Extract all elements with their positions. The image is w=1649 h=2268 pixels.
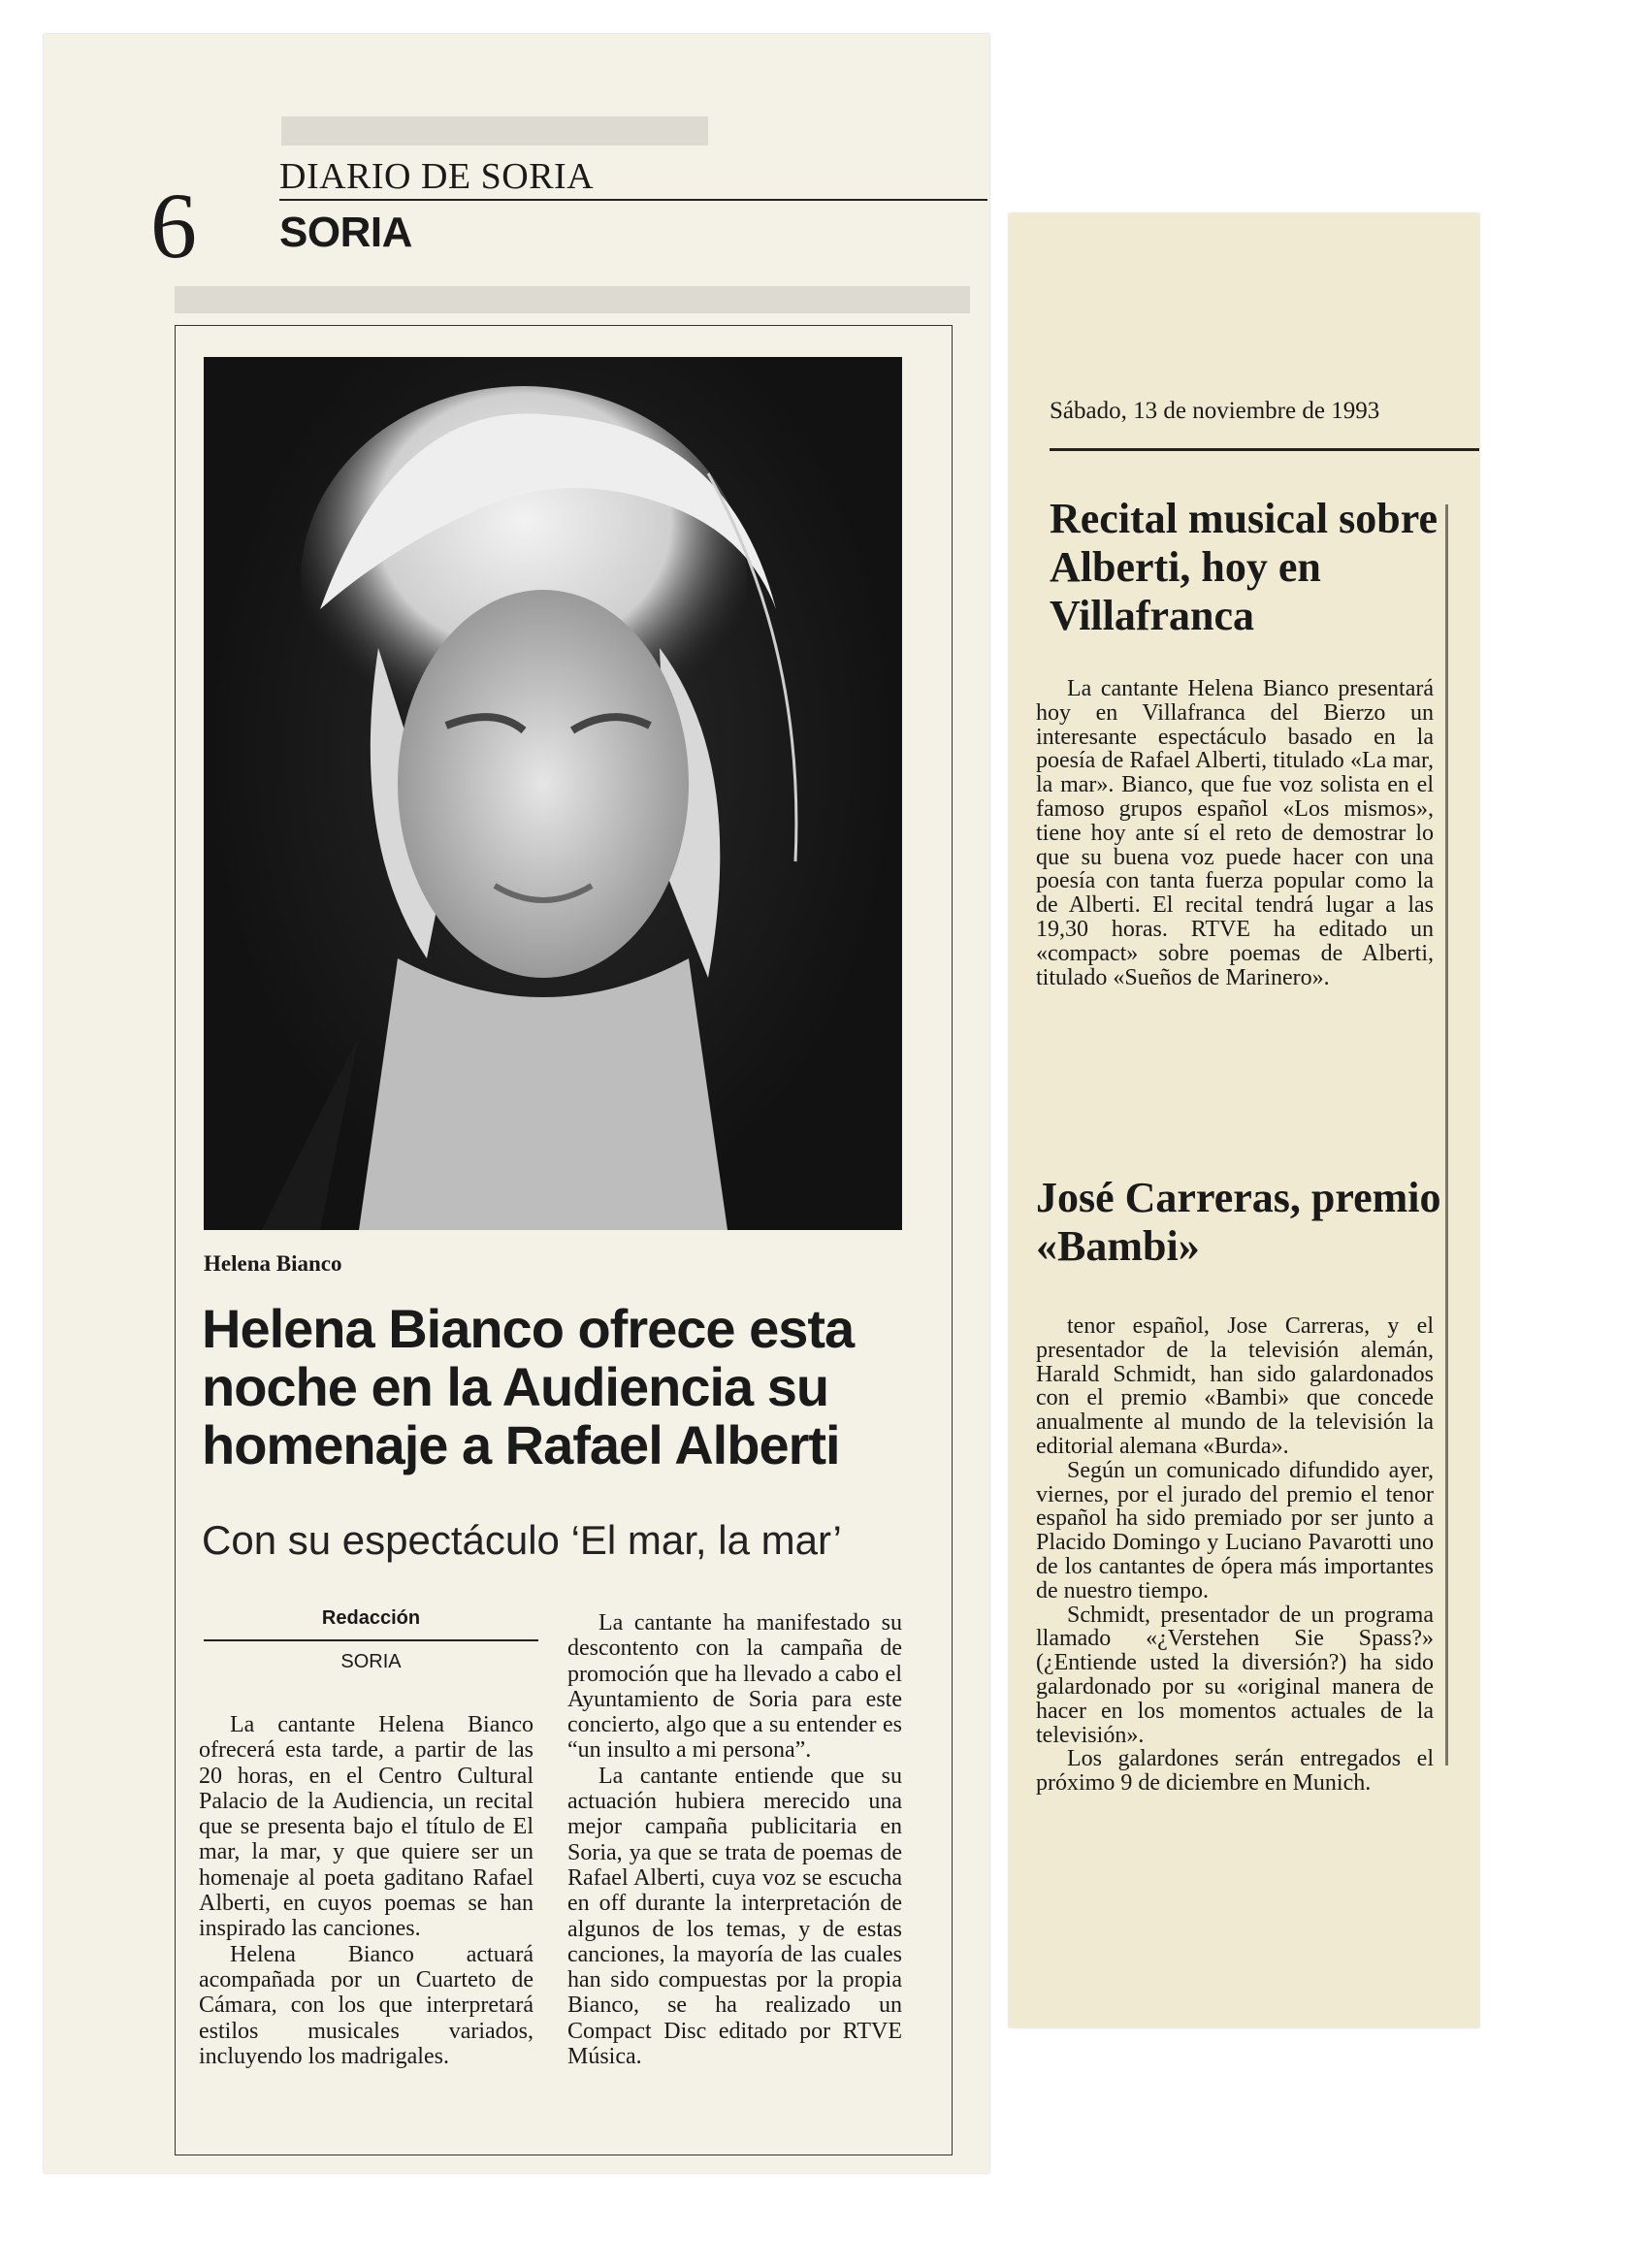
article-subheadline: Con su espectáculo ‘El mar, la mar’: [202, 1517, 842, 1563]
article-column-1: [199, 1712, 534, 2069]
masthead-rule: [279, 199, 987, 201]
recital-headline: Recital musical sobre Alberti, hoy en Villafranca: [1050, 495, 1439, 639]
paragraph: Schmidt, presentador de un programa llamado «¿Verstehen Sie Spass?» (¿Entiende usted la diversión?) ha sido galardonado por su «original manera de hacer en los momentos actuales de la televisión».: [1036, 1602, 1434, 1748]
byline: Redacción: [321, 1607, 421, 1629]
section-name: SORIA: [279, 209, 412, 256]
paragraph: Los galardones serán entregados el próximo 9 de diciembre en Munich.: [1036, 1746, 1434, 1797]
photo-caption: Helena Bianco: [204, 1251, 342, 1276]
article-headline: Helena Bianco ofrece esta noche en la Audiencia su homenaje a Rafael Alberti: [202, 1298, 855, 1475]
publication-date: Sábado, 13 de noviembre de 1993: [1050, 398, 1380, 424]
dateline: SORIA: [340, 1651, 402, 1672]
paragraph: tenor español, Jose Carreras, y el presentador de la televisión alemán, Harald Schmidt, han sido galardonados con el premio «Bambi» que concede anualmente al mundo de la televisión la editorial alemana «Burda».: [1036, 1313, 1434, 1459]
portrait-illustration: [204, 357, 902, 1230]
paragraph: La cantante Helena Bianco presentará hoy en Villafranca del Bierzo un interesante espectáculo basado en la poesía de Rafael Alberti, titulado «La mar, la mar». Bianco, que fue voz solista en el famoso grupos español «Los mismos», tiene hoy ante sí el reto de demostrar lo que su buena voz puede hacer con una poesía con tanta fuerza popular como la de Alberti. El recital tendrá lugar a las 19,30 horas. RTVE ha editado un «compact» sobre poemas de Alberti, titulado «Sueños de Marinero».: [1036, 676, 1434, 990]
paragraph: La cantante ha manifestado su descontento con la campaña de promoción que ha llevado a cabo el Ayuntamiento de Soria para este concierto, algo que a su entender es “un insulto a mi persona”.: [567, 1610, 902, 1764]
carreras-headline: José Carreras, premio «Bambi»: [1036, 1174, 1441, 1270]
paragraph: Helena Bianco actuará acompañada por un Cuarteto de Cámara, con los que interpretará estilos musicales variados, incluyendo los madrigales.: [199, 1941, 534, 2069]
portrait-photo: [204, 357, 902, 1230]
paragraph: Según un comunicado difundido ayer, viernes, por el jurado del premio el tenor español ha sido premiado por ser junto a Placido Domingo y Luciano Pavarotti uno de los cantantes de ópera más importantes de nuestro tiempo.: [1036, 1457, 1434, 1604]
date-rule: [1050, 448, 1479, 451]
paragraph: La cantante Helena Bianco ofrecerá esta tarde, a partir de las 20 horas, en el Centro Cultural Palacio de la Audiencia, un recital que se presenta bajo el título de El mar, la mar, y que quiere ser un homenaje al poeta gaditano Rafael Alberti, en cuyos poemas se han inspirado las canciones.: [199, 1712, 534, 1942]
recital-article-body: [1036, 677, 1434, 989]
paragraph: La cantante entiende que su actuación hubiera merecido una mejor campaña publicitaria en Soria, ya que se trata de poemas de Rafael Alberti, cuya voz se escucha en off durante la interpretación de algunos de los temas, y de estas canciones, la mayoría de las cuales han sido compuestas por la propia Bianco, se ha realizado un Compact Disc editado por RTVE Música.: [567, 1763, 902, 2070]
byline-rule: [204, 1639, 538, 1641]
clipping-edge-line: [1445, 504, 1448, 1766]
carreras-article-body: [1036, 1314, 1434, 1796]
bleed-through-band: [175, 286, 970, 313]
newspaper-name: DIARIO DE SORIA: [279, 156, 595, 197]
article-column-2: [567, 1610, 902, 2069]
bleed-through-text: [281, 116, 708, 146]
page-number: 6: [150, 174, 197, 277]
